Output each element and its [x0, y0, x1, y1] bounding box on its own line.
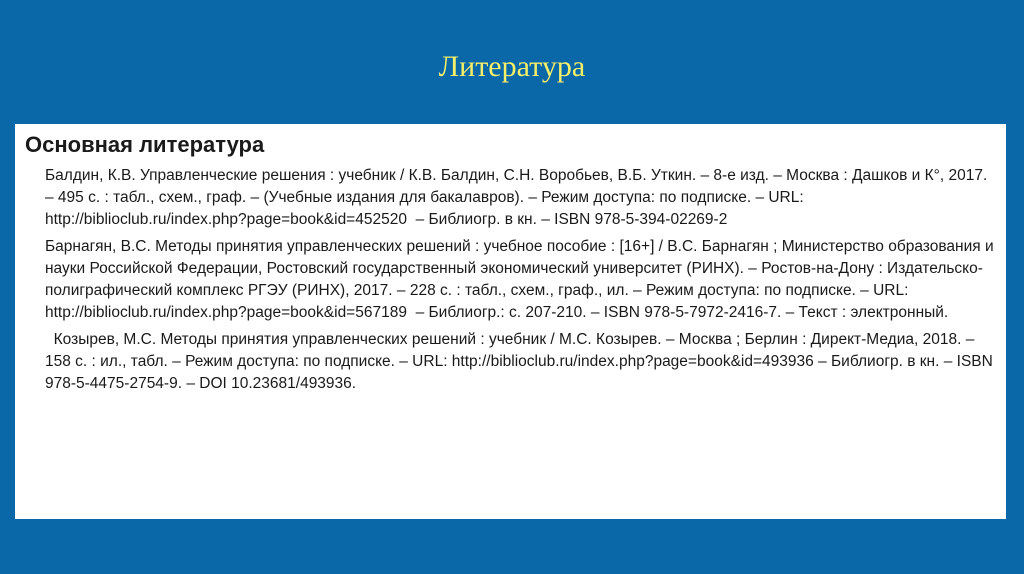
reference-item: Козырев, М.С. Методы принятия управленческих решений : учебник / М.С. Козырев. – Москва ; Берлин : Директ-Медиа, 2018. – 158 с. : ил., табл. – Режим доступа: по подписке. – URL: http://biblioclub.ru/index.php?page=book&id=493936 – Библиогр. в кн. – ISBN 978-5-4475-2754-9. – DOI 10.23681/493936.	[45, 331, 998, 392]
reference-item: Барнагян, В.С. Методы принятия управленческих решений : учебное пособие : [16+] / В.С. Барнагян ; Министерство образования и науки Российской Федерации, Ростовский государственный экономический университет (РИНХ). – Ростов-на-Дону : Издательско-полиграфический комплекс РГЭУ (РИНХ), 2017. – 228 с. : табл., схем., граф., ил. – Режим доступа: по подписке. – URL: http://biblioclub.ru/index.php?page=book&id=567189 – Библиогр.: с. 207-210. – ISBN 978-5-7972-2416-7. – Текст : электронный.	[45, 238, 998, 321]
reference-list	[25, 165, 996, 395]
reference-item: Балдин, К.В. Управленческие решения : учебник / К.В. Балдин, С.Н. Воробьев, В.Б. Уткин. – 8-е изд. – Москва : Дашков и К°, 2017. – 495 с. : табл., схем., граф. – (Учебные издания для бакалавров). – Режим доступа: по подписке. – URL: http://biblioclub.ru/index.php?page=book&id=452520 – Библиогр. в кн. – ISBN 978-5-394-02269-2	[45, 167, 992, 228]
content-box	[15, 124, 1006, 519]
slide-title: Литература	[438, 50, 586, 83]
section-heading: Основная литература	[25, 132, 265, 157]
